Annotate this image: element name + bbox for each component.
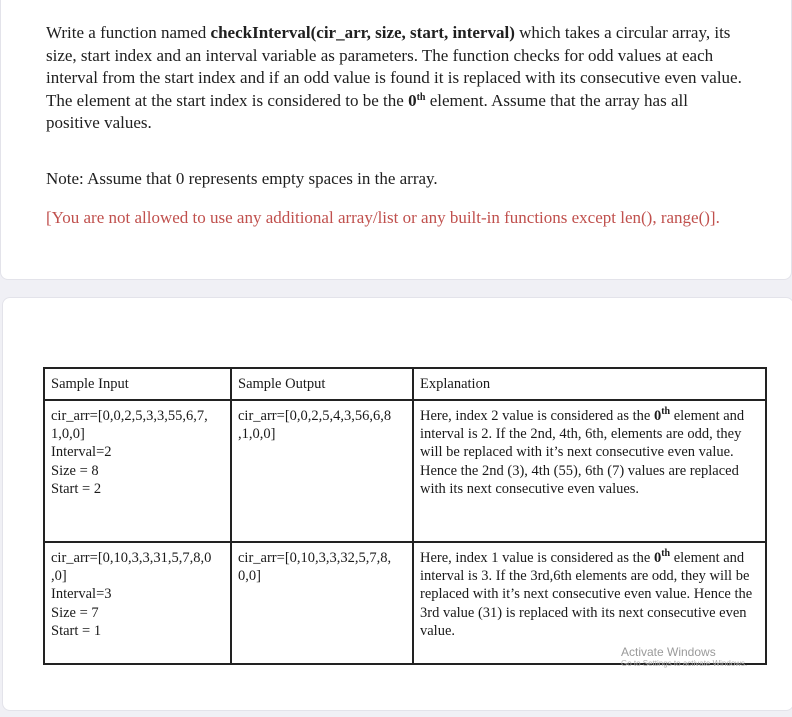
- table-header-row: [44, 368, 766, 400]
- explanation-text: element and interval is 3. If the 3rd,6th elements are odd, they will be replaced with it’s next consecutive even value. Hence the 3rd value (31) is replaced with its next consecutive even value.: [420, 550, 753, 639]
- question-body-2: element. Assume that the array has all positive values.: [46, 90, 688, 133]
- explanation-zeroth-number: 0: [653, 408, 662, 424]
- output-line: 0,0]: [238, 568, 261, 585]
- input-line: ,0]: [51, 568, 67, 585]
- sample-output-cell: [231, 542, 413, 664]
- explanation-zeroth-superscript: th: [661, 548, 671, 559]
- input-line: Interval=2: [51, 444, 112, 461]
- explanation-text: element and interval is 2. If the 2nd, 4th, 6th, elements are odd, they will be replaced with it’s next consecutive even value. Hence the 2nd (3), 4th (55), 6th (7) values are replaced with its next consecutive even values.: [420, 408, 745, 497]
- header-sample-output: Sample Output: [231, 368, 413, 400]
- input-line: cir_arr=[0,10,3,3,31,5,7,8,0: [51, 550, 212, 566]
- input-line: Interval=3: [51, 586, 112, 603]
- table-row: [44, 400, 766, 542]
- sample-input-cell: [44, 400, 231, 542]
- input-line: Size = 8: [51, 462, 99, 479]
- samples-table: [43, 367, 767, 665]
- watermark-subtitle: Go to Settings to activate Windows.: [621, 659, 748, 668]
- output-line: cir_arr=[0,0,2,5,4,3,56,6,8: [238, 408, 392, 424]
- explanation-cell: [413, 400, 766, 542]
- zeroth-number: 0: [408, 90, 417, 110]
- sample-input-cell: [44, 542, 231, 664]
- header-explanation: Explanation: [413, 368, 766, 400]
- question-paragraph: [46, 22, 746, 135]
- question-body-1: which takes a circular array, its size, start index and an interval variable as parameters. The function checks for odd values at each interval from the start index and if an odd value is found it is replaced with its consecutive even value. The element at the start index is considered to be the: [46, 23, 742, 110]
- input-line: Start = 1: [51, 622, 102, 639]
- function-signature: checkInterval(cir_arr, size, start, interval): [210, 23, 515, 42]
- output-line: cir_arr=[0,10,3,3,32,5,7,8,: [238, 550, 392, 566]
- input-line: 1,0,0]: [51, 426, 85, 443]
- note-text: Note: Assume that 0 represents empty spaces in the array.: [46, 169, 438, 188]
- activate-windows-watermark: [621, 645, 747, 669]
- question-intro: Write a function named: [46, 23, 211, 42]
- explanation-text: Here, index 1 value is considered as the: [420, 550, 654, 566]
- explanation-zeroth-number: 0: [653, 550, 662, 566]
- input-line: Size = 7: [51, 604, 99, 621]
- watermark-title: Activate Windows: [621, 645, 716, 659]
- restriction-text: [You are not allowed to use any additional array/list or any built-in functions except len(), range()].: [46, 208, 720, 227]
- explanation-zeroth-superscript: th: [661, 406, 671, 417]
- zeroth-superscript: th: [416, 91, 426, 103]
- output-line: ,1,0,0]: [238, 426, 276, 443]
- sample-output-cell: [231, 400, 413, 542]
- header-sample-input: Sample Input: [44, 368, 231, 400]
- input-line: cir_arr=[0,0,2,5,3,3,55,6,7,: [51, 408, 208, 424]
- explanation-text: Here, index 2 value is considered as the: [420, 408, 654, 424]
- input-line: Start = 2: [51, 480, 102, 497]
